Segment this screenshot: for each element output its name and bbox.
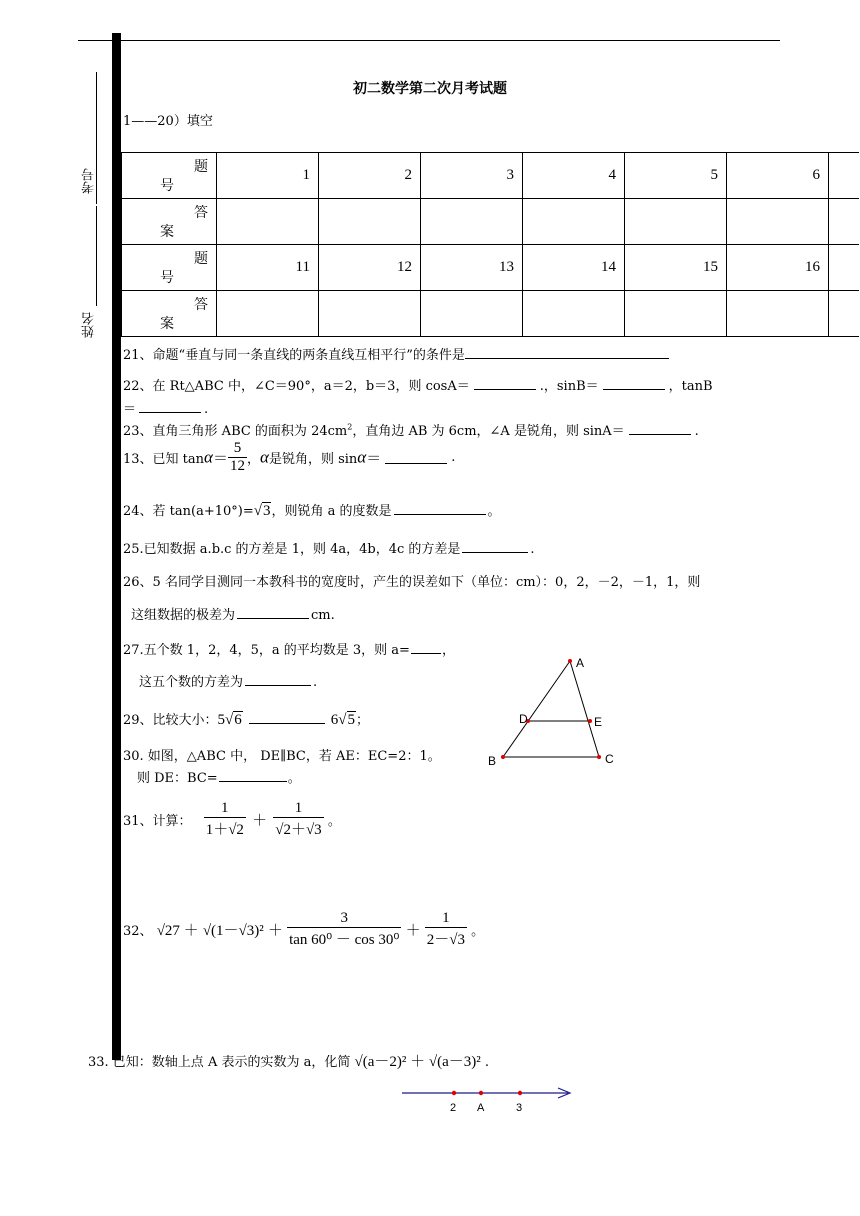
question-29: 29、比较大小：5√6 6√5； <box>123 712 370 728</box>
question-number: 11 <box>217 245 319 291</box>
answer-cell[interactable] <box>319 199 421 245</box>
question-number: 12 <box>319 245 421 291</box>
answer-blank[interactable] <box>249 712 325 724</box>
point-e <box>588 719 592 723</box>
question-number: 15 <box>625 245 727 291</box>
question-22-cont: ＝ . <box>123 402 209 417</box>
table-cell-cut <box>829 291 859 337</box>
answer-cell[interactable] <box>421 291 523 337</box>
top-rule <box>78 40 780 41</box>
question-number: 4 <box>523 153 625 199</box>
xingming-label: 姓名 <box>82 312 97 338</box>
table-cell-cut <box>829 199 859 245</box>
answer-cell[interactable] <box>217 291 319 337</box>
question-30-cont: 则 DE：BC= 。 <box>137 771 301 786</box>
question-33: 33. 已知：数轴上点 A 表示的实数为 a，化简 √(a－2)² ＋ √(a－3)² . <box>88 1054 490 1070</box>
answer-cell[interactable] <box>217 199 319 245</box>
label-a: A <box>576 656 585 670</box>
answer-cell[interactable] <box>727 291 829 337</box>
table-row <box>122 245 859 291</box>
question-13: 13、已知 tanα＝ $\frac{5}{12}$ ，α是锐角，则 sinα＝ . <box>123 440 456 474</box>
answer-cell[interactable] <box>625 199 727 245</box>
question-21: 21、命题“垂直与同一条直线的两条直线互相平行”的条件是 <box>123 344 669 363</box>
answer-cell[interactable] <box>319 291 421 337</box>
point-2 <box>452 1091 456 1095</box>
point-c <box>597 755 601 759</box>
question-32: 32、 √27 ＋ √(1－√3)² ＋ $\frac{3}{\text{tan 60⁰ － cos 30⁰}}$ ＋ $\frac{1}{2-√3}$ 。 <box>123 910 485 948</box>
table-row <box>122 153 859 199</box>
point-a <box>568 659 572 663</box>
triangle-lines <box>503 661 599 757</box>
question-26-cont: 这组数据的极差为 cm. <box>131 608 335 623</box>
answer-blank[interactable] <box>629 423 691 435</box>
header-an: 案 <box>160 225 174 240</box>
binding-bar <box>112 33 121 1060</box>
question-31: 31、计算： $\frac{1}{1+√2}$ ＋ $\frac{1}{√2+√3}$ 。 <box>123 800 341 838</box>
answer-blank[interactable] <box>603 378 665 390</box>
section-label: 1——20）填空 <box>123 114 213 129</box>
fraction: $\frac{1}{1+√2}$ <box>205 800 244 838</box>
question-23: 23、直角三角形 ABC 的面积为 $24cm^2$，直角边 AB 为 6cm，∠A 是锐角，则 sinA＝ . <box>123 422 699 439</box>
kaohao-label: 考号 <box>82 168 97 194</box>
question-number: 13 <box>421 245 523 291</box>
question-number: 3 <box>421 153 523 199</box>
header-ti: 题 <box>194 160 208 175</box>
answer-blank[interactable] <box>219 770 287 782</box>
question-number: 5 <box>625 153 727 199</box>
answer-blank[interactable] <box>237 607 309 619</box>
question-number: 14 <box>523 245 625 291</box>
answer-cell[interactable] <box>727 199 829 245</box>
question-number: 6 <box>727 153 829 199</box>
header-ti: 题 <box>194 252 208 267</box>
header-an: 案 <box>160 317 174 332</box>
answer-blank[interactable] <box>139 401 201 413</box>
table-row <box>122 291 859 337</box>
number-line-figure <box>398 1084 578 1116</box>
question-27-cont: 这五个数的方差为 . <box>139 675 318 690</box>
question-number: 2 <box>319 153 421 199</box>
answer-cell[interactable] <box>523 291 625 337</box>
question-25: 25.已知数据 a.b.c 的方差是 1，则 4a，4b，4c 的方差是 . <box>123 542 535 557</box>
point-b <box>501 755 505 759</box>
tick-label-3: 3 <box>516 1102 523 1114</box>
answer-blank[interactable] <box>394 503 486 515</box>
tick-label-a: A <box>477 1102 485 1114</box>
label-c: C <box>605 752 614 766</box>
table-header-cell <box>122 199 217 245</box>
label-d: D <box>519 712 528 726</box>
point-3 <box>518 1091 522 1095</box>
label-e: E <box>594 715 603 729</box>
question-number: 16 <box>727 245 829 291</box>
answer-blank[interactable] <box>462 541 528 553</box>
tick-label-2: 2 <box>450 1102 457 1114</box>
header-hao: 号 <box>160 179 174 194</box>
question-30: 30. 如图，△ABC 中， DE∥BC，若 AE：EC=2：1。 <box>123 749 441 764</box>
label-b: B <box>488 754 497 768</box>
page-title: 初二数学第二次月考试题 <box>353 81 507 97</box>
question-24: 24、若 tan(a+10°)=√3，则锐角 a 的度数是 。 <box>123 503 501 519</box>
table-cell-cut <box>829 153 859 199</box>
question-22: 22、在 Rt△ABC 中，∠C＝90°，a＝2，b＝3，则 cosA＝ .，sinB＝ ，tanB <box>123 379 713 394</box>
table-row <box>122 199 859 245</box>
table-header-cell <box>122 291 217 337</box>
answer-blank[interactable] <box>465 347 669 359</box>
table-header-cell <box>122 245 217 291</box>
answer-blank[interactable] <box>411 642 441 654</box>
answer-cell[interactable] <box>421 199 523 245</box>
fraction: $\frac{1}{√2+√3}$ <box>275 800 322 838</box>
header-da: 答 <box>194 298 208 313</box>
answer-cell[interactable] <box>523 199 625 245</box>
xingming-line <box>96 206 97 306</box>
header-da: 答 <box>194 206 208 221</box>
question-27: 27.五个数 1，2，4，5，a 的平均数是 3，则 a= ， <box>123 643 455 658</box>
answer-blank[interactable] <box>385 452 447 464</box>
answer-cell[interactable] <box>625 291 727 337</box>
point-a <box>479 1091 483 1095</box>
question-number: 1 <box>217 153 319 199</box>
table-header-cell <box>122 153 217 199</box>
fraction: $\frac{1}{2-√3}$ <box>426 910 465 948</box>
answer-blank[interactable] <box>245 674 311 686</box>
answer-table <box>121 152 859 337</box>
question-26: 26、5 名同学目测同一本教科书的宽度时，产生的误差如下（单位：cm）：0，2，－2，－1，1，则 <box>123 575 701 590</box>
answer-blank[interactable] <box>474 378 536 390</box>
table-cell-cut <box>829 245 859 291</box>
fraction: $\frac{5}{12}$ <box>229 440 245 474</box>
header-hao: 号 <box>160 271 174 286</box>
triangle-figure <box>480 652 630 772</box>
fraction: $\frac{3}{\text{tan 60⁰ － cos 30⁰}}$ <box>289 910 400 948</box>
